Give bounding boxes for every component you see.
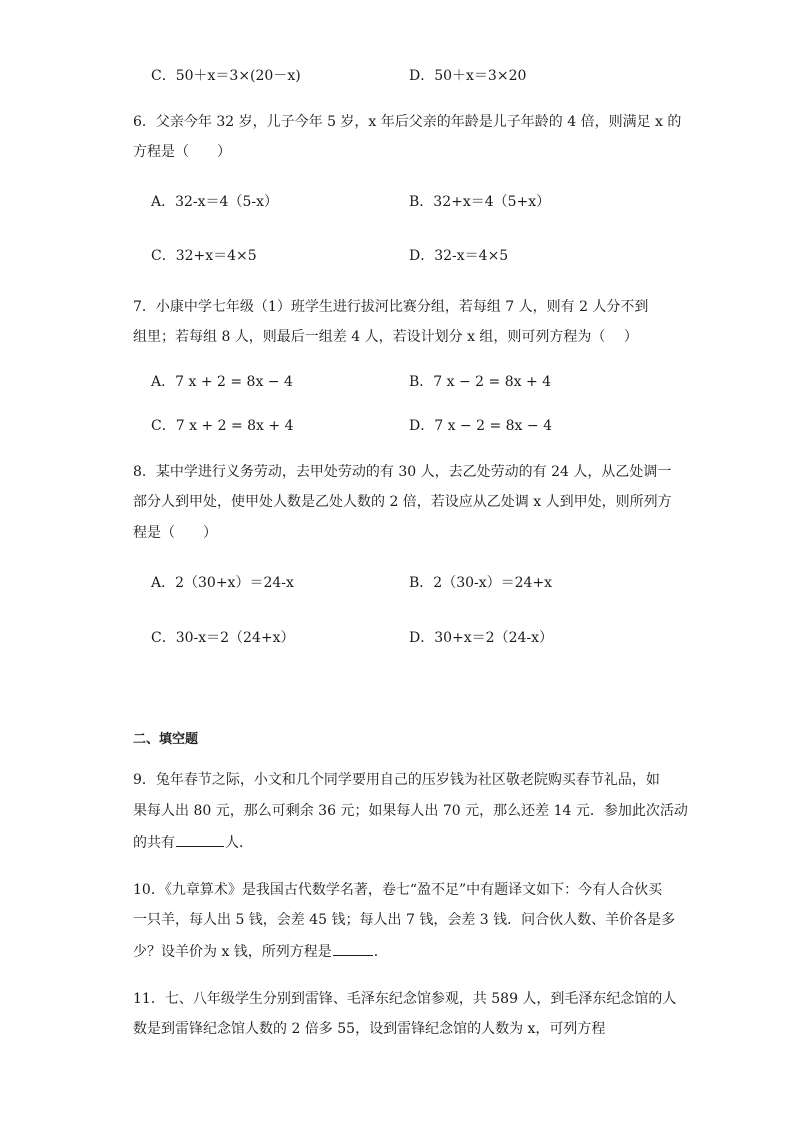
q6-stem-line2: 方程是（ ）: [133, 144, 231, 160]
q6-option-a: A．32-x＝4（5-x）: [151, 194, 278, 210]
q9-line3-suffix: 人．: [225, 835, 253, 851]
q7-option-b: B．7 x − 2 = 8x + 4: [409, 374, 552, 390]
q6-option-d: D．32-x＝4×5: [409, 248, 509, 264]
q8-stem-line1: 8．某中学进行义务劳动，去甲处劳动的有 30 人，去乙处劳动的有 24 人，从乙处调一: [133, 464, 672, 480]
q8-option-d: D．30+x＝2（24-x）: [409, 630, 554, 646]
q9-line3-prefix: 的共有: [133, 835, 175, 851]
q7-option-a: A．7 x + 2 = 8x − 4: [151, 374, 293, 390]
q9-stem-line1: 9．兔年春节之际，小文和几个同学要用自己的压岁钱为社区敬老院购买春节礼品，如: [133, 772, 660, 788]
section-title-fill-in: 二、填空题: [133, 732, 199, 747]
q9-answer-blank[interactable]: [176, 832, 224, 847]
q7-option-c: C．7 x + 2 = 8x + 4: [151, 418, 294, 434]
q11-stem-line2: 数是到雷锋纪念馆人数的 2 倍多 55，设到雷锋纪念馆的人数为 x，可列方程: [133, 1021, 606, 1037]
q9-stem-line3: [133, 832, 253, 853]
q6-stem-line1: 6．父亲今年 32 岁，儿子今年 5 岁，x 年后父亲的年龄是儿子年龄的 4 倍，则满足 x 的: [133, 114, 682, 130]
q5-option-d: D．50＋x＝3×20: [409, 68, 527, 84]
q10-answer-blank[interactable]: [333, 941, 373, 956]
q8-stem-line3: 程是（ ）: [133, 525, 217, 541]
q11-stem-line1: 11．七、八年级学生分别到雷锋、毛泽东纪念馆参观，共 589 人，到毛泽东纪念馆的人: [133, 991, 677, 1007]
q8-stem-line2: 部分人到甲处，使甲处人数是乙处人数的 2 倍，若设应从乙处调 x 人到甲处，则所列方: [133, 494, 672, 510]
q7-option-d: D．7 x − 2 = 8x − 4: [409, 418, 552, 434]
q5-option-c: C．50＋x＝3×(20－x): [151, 68, 301, 84]
q10-line3-suffix: ．: [373, 944, 388, 960]
q10-line3-prefix: 少？设羊价为 x 钱，所列方程是: [133, 944, 332, 960]
q8-option-c: C．30-x＝2（24+x）: [151, 630, 295, 646]
q6-option-b: B．32+x＝4（5+x）: [409, 194, 551, 210]
q8-option-b: B．2（30-x）＝24+x: [409, 575, 553, 591]
q7-stem-line2: 组里；若每组 8 人，则最后一组差 4 人，若设计划分 x 组，则可列方程为（ ）: [133, 329, 638, 345]
q8-option-a: A．2（30+x）＝24-x: [151, 575, 294, 591]
q10-stem-line3: [133, 941, 388, 962]
q9-stem-line2: 果每人出 80 元，那么可剩余 36 元；如果每人出 70 元，那么还差 14 元．参加此次活动: [133, 803, 688, 819]
q10-stem-line2: 一只羊，每人出 5 钱，会差 45 钱；每人出 7 钱，会差 3 钱．问合伙人数、羊价各是多: [133, 912, 676, 928]
q7-stem-line1: 7．小康中学七年级（1）班学生进行拔河比赛分组，若每组 7 人，则有 2 人分不到: [133, 299, 649, 315]
q10-stem-line1: 10．《九章算术》是我国古代数学名著，卷七“盈不足”中有题译文如下：今有人合伙买: [133, 882, 663, 898]
q6-option-c: C．32+x＝4×5: [151, 248, 257, 264]
